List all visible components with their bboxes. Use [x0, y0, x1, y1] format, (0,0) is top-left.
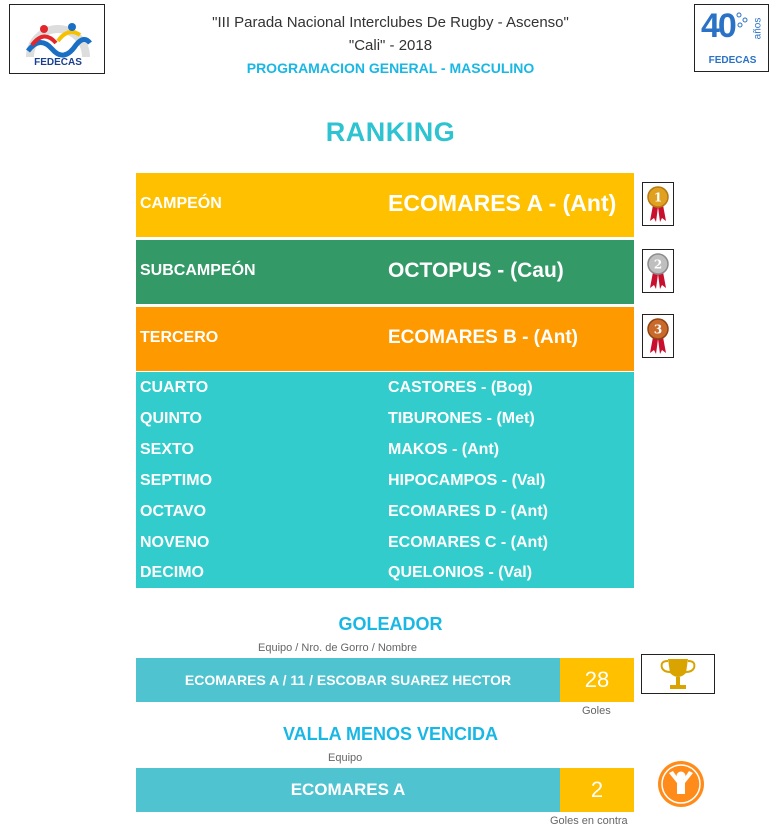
goleador-bar	[136, 658, 560, 702]
gold-medal-icon	[642, 182, 674, 226]
event-title: "III Parada Nacional Interclubes De Rugby - Ascenso"	[212, 14, 569, 31]
valla-count: 2	[560, 768, 634, 812]
valla-count-label: Goles en contra	[550, 815, 628, 827]
ranking-row	[136, 465, 634, 496]
ranking-row	[136, 527, 634, 558]
rank-label: QUINTO	[140, 410, 202, 427]
ranking-row	[136, 434, 634, 465]
goleador-value: ECOMARES A / 11 / ESCOBAR SUAREZ HECTOR	[184, 672, 512, 688]
fedecas-left-text: FEDECAS	[34, 57, 82, 68]
valla-title: VALLA MENOS VENCIDA	[282, 724, 498, 744]
rank-team: MAKOS - (Ant)	[388, 441, 500, 458]
ranking-row	[136, 403, 634, 434]
fedecas-right-text: FEDECAS	[708, 55, 757, 66]
trophy-icon	[641, 654, 715, 694]
goleador-note: Equipo / Nro. de Gorro / Nombre	[258, 642, 417, 654]
rank-team: ECOMARES D - (Ant)	[388, 503, 548, 520]
svg-text:1: 1	[653, 190, 663, 205]
rank-label: TERCERO	[140, 329, 219, 346]
rank-label: OCTAVO	[140, 503, 207, 520]
rank-team: CASTORES - (Bog)	[388, 379, 533, 396]
bronze-medal-icon	[642, 314, 674, 358]
rank-team: ECOMARES A - (Ant)	[388, 190, 617, 216]
ranking-row	[136, 372, 634, 403]
rank-label: SEXTO	[140, 441, 194, 458]
goalkeeper-icon	[657, 760, 705, 808]
valla-value: ECOMARES A	[290, 780, 406, 799]
ranking-row-third	[136, 307, 634, 371]
rank-label: CAMPEÓN	[140, 195, 222, 212]
valla-bar	[136, 768, 560, 812]
rank-team: OCTOPUS - (Cau)	[388, 259, 564, 282]
svg-text:3: 3	[653, 322, 663, 337]
goleador-count: 28	[560, 658, 634, 702]
goleador-count-label: Goles	[582, 705, 611, 717]
rank-team: ECOMARES B - (Ant)	[388, 327, 578, 348]
ranking-row	[136, 496, 634, 527]
rank-label: DECIMO	[140, 564, 204, 581]
rank-label: SEPTIMO	[140, 472, 213, 489]
logo-40-number: 40	[701, 7, 735, 45]
rank-label: NOVENO	[140, 534, 210, 551]
ranking-rest-block	[136, 372, 634, 588]
rank-team: TIBURONES - (Met)	[388, 410, 535, 427]
svg-text:2: 2	[653, 257, 663, 272]
rank-label: SUBCAMPEÓN	[140, 262, 256, 279]
ranking-row	[136, 557, 634, 588]
rank-team: HIPOCAMPOS - (Val)	[388, 472, 546, 489]
rank-team: ECOMARES C - (Ant)	[388, 534, 548, 551]
ranking-row-runner-up	[136, 240, 634, 304]
rank-team: QUELONIOS - (Val)	[388, 564, 533, 581]
ranking-title: RANKING	[325, 117, 456, 147]
valla-note: Equipo	[328, 752, 363, 764]
program-subtitle: PROGRAMACION GENERAL - MASCULINO	[246, 60, 535, 76]
ranking-row-champion	[136, 173, 634, 237]
silver-medal-icon	[642, 249, 674, 293]
rank-label: CUARTO	[140, 379, 209, 396]
logo-anos-text: años	[752, 17, 764, 40]
event-city-year: "Cali" - 2018	[348, 37, 433, 54]
goleador-title: GOLEADOR	[338, 614, 443, 634]
